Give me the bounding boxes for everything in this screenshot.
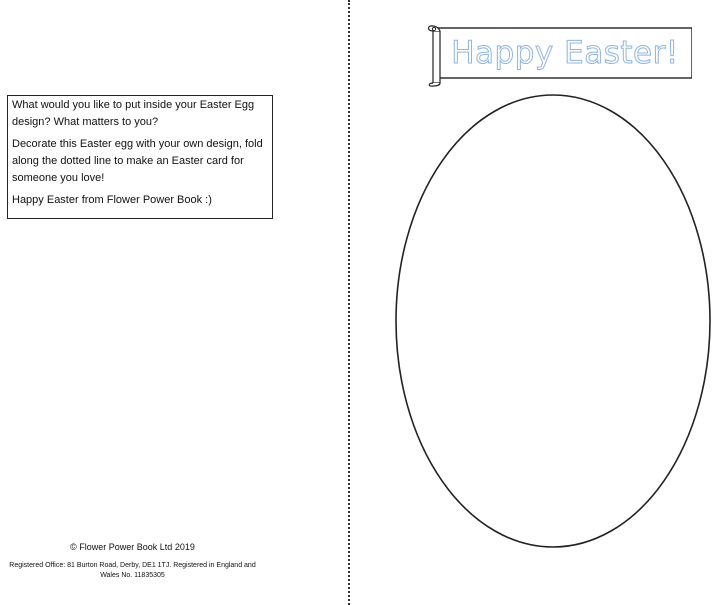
- instruction-decorate: Decorate this Easter egg with your own design, fold along the dotted line to make an Easter card for someone you love!: [12, 138, 263, 184]
- fold-dotted-line: [348, 0, 350, 605]
- instructions-box: [7, 95, 273, 219]
- instruction-greeting: Happy Easter from Flower Power Book :): [12, 194, 212, 206]
- registration-text: Registered Office: 81 Burton Road, Derby, DE1 1TJ. Registered in England and Wales No. 11835305: [9, 562, 256, 579]
- scroll-banner: [424, 25, 692, 87]
- copyright-text: © Flower Power Book Ltd 2019: [70, 542, 195, 552]
- instruction-question: What would you like to put inside your Easter Egg design? What matters to you?: [12, 99, 255, 128]
- footer: [0, 542, 265, 581]
- easter-egg-outline: [393, 92, 713, 550]
- happy-easter-title: Happy Easter!: [451, 35, 679, 71]
